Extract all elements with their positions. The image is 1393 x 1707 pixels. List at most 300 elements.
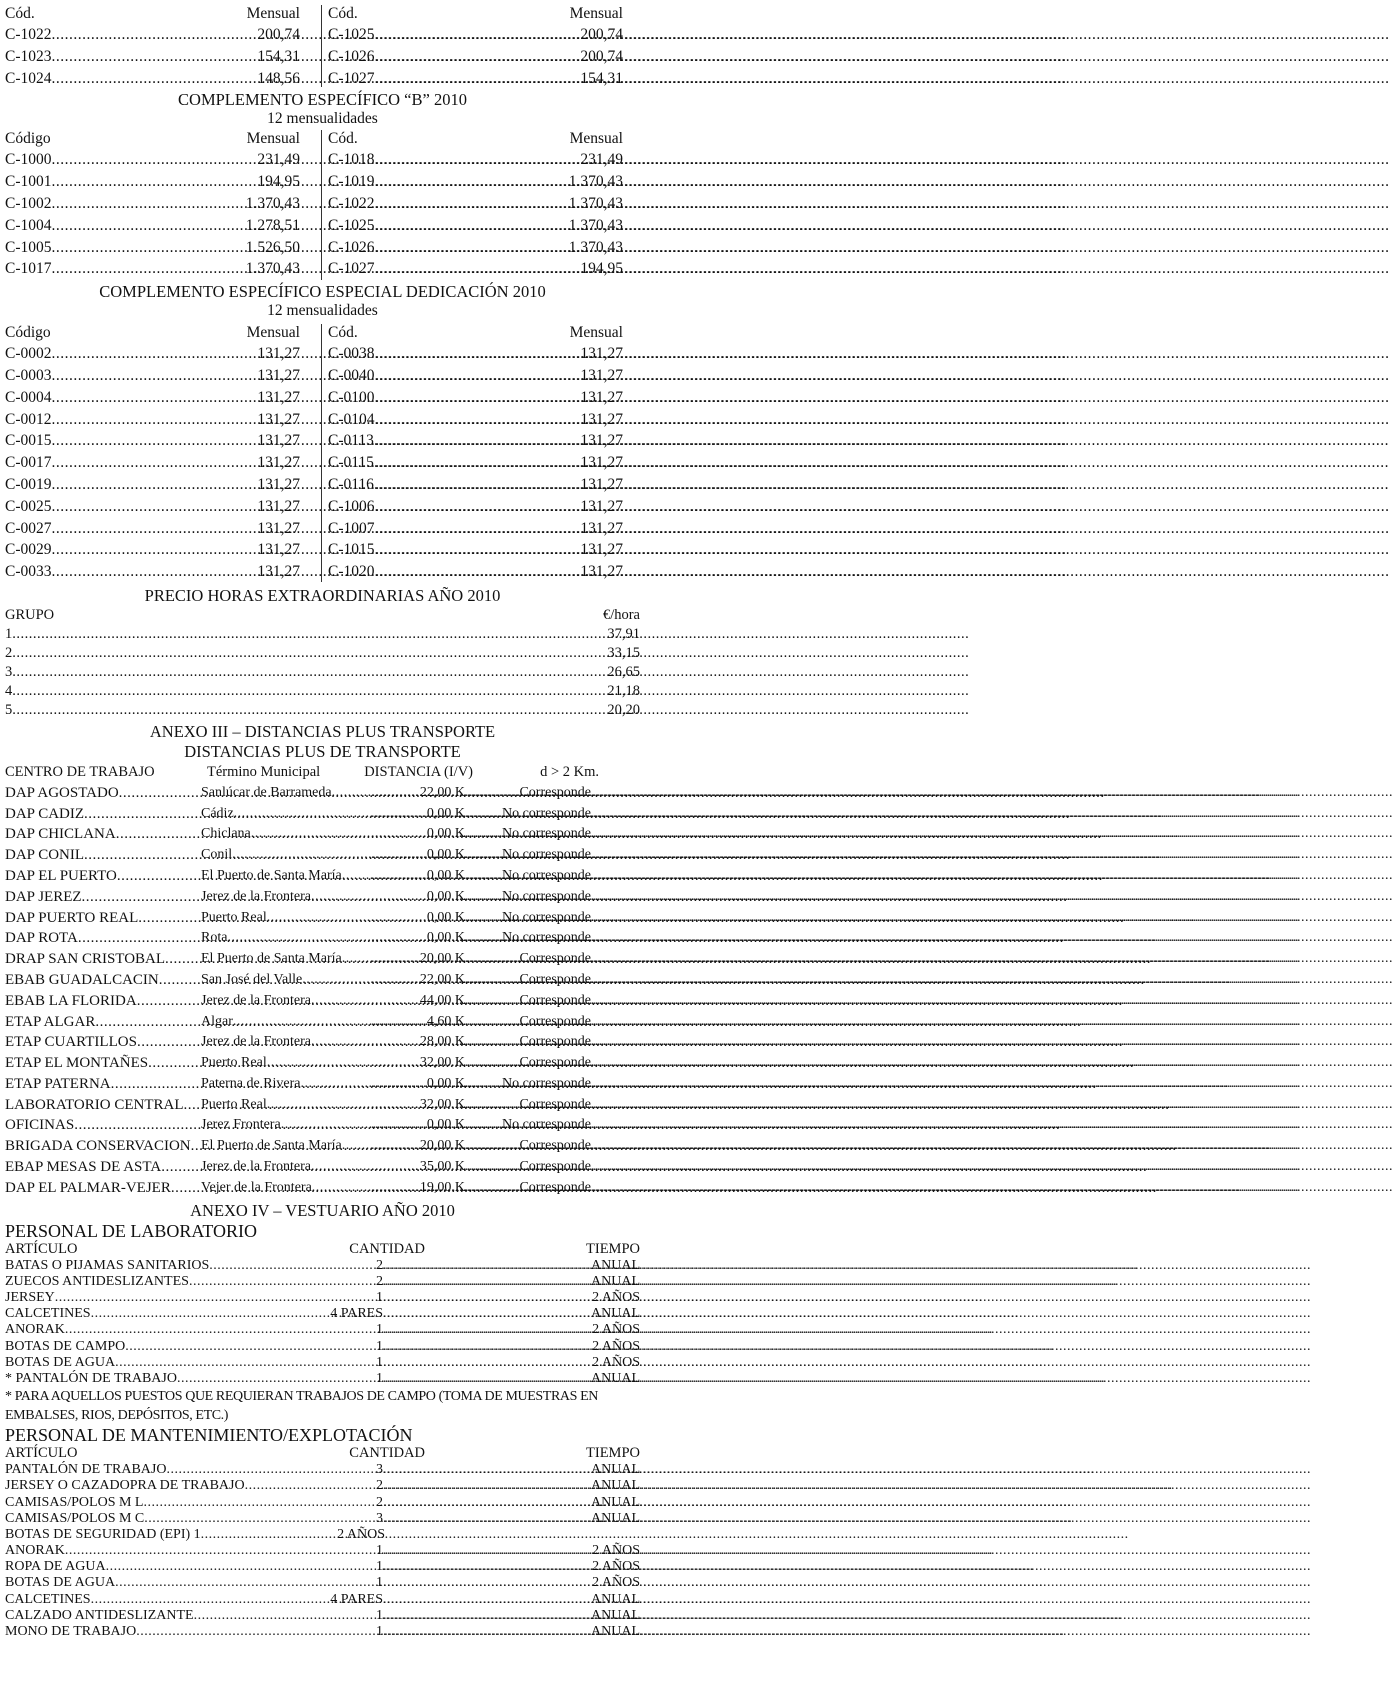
- period-cell: ANUAL: [591, 1370, 640, 1386]
- code-cell: C-1023: [5, 47, 52, 65]
- top-table-right: [314, 3, 623, 89]
- amount-cell: 131,27: [257, 345, 300, 363]
- item-cell: CAMISAS/POLOS M L: [5, 1494, 144, 1510]
- horas-extra-table: [5, 625, 640, 720]
- center-cell: ETAP EL MONTAÑES: [5, 1055, 149, 1072]
- quantity-cell: 2: [376, 1273, 383, 1289]
- section-subtitle: 12 mensualidades: [267, 110, 378, 128]
- price-cell: 37,91: [607, 625, 640, 642]
- code-cell: C-0113: [328, 432, 374, 450]
- amount-cell: 131,27: [580, 432, 623, 450]
- period-cell: ANUAL: [591, 1494, 640, 1510]
- municipality-cell: Jerez de la Frontera: [201, 1034, 311, 1050]
- amount-cell: 131,27: [257, 563, 300, 581]
- center-cell: DAP EL PUERTO: [5, 867, 117, 884]
- table-row: [5, 1511, 640, 1527]
- quantity-cell: 4 PARES: [330, 1591, 383, 1607]
- table-row: [5, 1053, 640, 1074]
- code-cell: C-1026: [328, 47, 375, 65]
- top-table-left: [5, 3, 314, 89]
- amount-cell: 154,31: [580, 69, 623, 87]
- distance-cell: 22,00 K: [419, 971, 465, 987]
- municipality-cell: Algar: [201, 1013, 233, 1029]
- table-row: [5, 1306, 640, 1322]
- distance-cell: 0,00 K: [426, 909, 465, 925]
- item-cell: MONO DE TRABAJO: [5, 1624, 137, 1640]
- item-cell: BOTAS DE AGUA: [5, 1575, 116, 1591]
- section-subtitle: DISTANCIAS PLUS DE TRANSPORTE: [184, 741, 461, 761]
- complemento-especial-table: [5, 322, 640, 583]
- table-row: [5, 1136, 640, 1157]
- clothing-header: [5, 1241, 640, 1258]
- quantity-cell: 3: [376, 1462, 383, 1478]
- amount-cell: 1.370,43: [568, 216, 623, 234]
- table-row: [5, 452, 300, 474]
- applies-cell: No corresponde: [501, 888, 591, 904]
- applies-cell: Corresponde: [519, 1034, 591, 1050]
- table-row: [328, 452, 623, 474]
- item-cell: ROPA DE AGUA: [5, 1559, 106, 1575]
- table-row: [328, 474, 623, 496]
- code-cell: C-0115: [328, 454, 374, 472]
- applies-cell: No corresponde: [501, 826, 591, 842]
- col-header: Mensual: [569, 324, 623, 342]
- price-cell: 21,18: [607, 682, 640, 699]
- col-header: TIEMPO: [586, 1445, 640, 1462]
- quantity-cell: 3: [376, 1510, 383, 1526]
- period-cell: ANUAL: [591, 1462, 640, 1478]
- col-header: CANTIDAD: [349, 1445, 425, 1462]
- table-row: [5, 46, 300, 68]
- code-cell: C-0027: [5, 519, 52, 537]
- table-row: [328, 387, 623, 409]
- code-cell: C-1024: [5, 69, 52, 87]
- distance-cell: 35,00 K: [419, 1159, 465, 1175]
- amount-cell: 131,27: [580, 497, 623, 515]
- quantity-cell: 1: [376, 1290, 383, 1306]
- col-header: Mensual: [246, 130, 300, 148]
- amount-cell: 131,27: [257, 410, 300, 428]
- period-cell: 2 AÑOS: [592, 1338, 640, 1354]
- code-cell: C-1025: [328, 26, 375, 43]
- table-row: [5, 1527, 385, 1543]
- amount-cell: 148,56: [257, 69, 300, 87]
- amount-cell: 1.370,43: [568, 194, 623, 212]
- table-row: [5, 644, 640, 663]
- code-cell: C-0029: [5, 541, 52, 559]
- table-row: [5, 1462, 640, 1478]
- footnote: * PARA AQUELLOS PUESTOS QUE REQUIERAN TRABAJOS DE CAMPO (TOMA DE MUESTRAS EN EMBALSES, RIOS, DEPÓSITOS, ETC.): [5, 1389, 598, 1424]
- quantity-cell: 1: [376, 1624, 383, 1640]
- table-row: [328, 68, 623, 90]
- municipality-cell: Puerto Real: [201, 1055, 267, 1071]
- center-cell: DAP CHICLANA: [5, 826, 116, 843]
- table-row: [5, 1290, 640, 1306]
- applies-cell: No corresponde: [501, 1117, 591, 1133]
- applies-cell: Corresponde: [519, 992, 591, 1008]
- table-row: [328, 365, 623, 387]
- amount-cell: 131,27: [580, 345, 623, 363]
- table-row: [5, 682, 640, 701]
- table-row: [5, 193, 300, 215]
- period-cell: 2 AÑOS: [592, 1290, 640, 1306]
- applies-cell: No corresponde: [501, 1075, 591, 1091]
- table-row: [5, 1559, 640, 1575]
- amount-cell: 131,27: [580, 541, 623, 559]
- table-row: [5, 474, 300, 496]
- municipality-cell: El Puerto de Santa María: [201, 951, 342, 967]
- distances-table: [5, 783, 640, 1199]
- quantity-cell: 2: [376, 1494, 383, 1510]
- table-row: [5, 928, 640, 949]
- applies-cell: Corresponde: [519, 971, 591, 987]
- municipality-cell: Jerez de la Frontera: [201, 1159, 311, 1175]
- table-row: [5, 1115, 640, 1136]
- item-cell: * PANTALÓN DE TRABAJO: [5, 1370, 177, 1386]
- table-row: [5, 237, 300, 259]
- code-cell: C-0100: [328, 388, 375, 406]
- section-title: ANEXO IV – VESTUARIO AÑO 2010: [190, 1200, 455, 1220]
- applies-cell: No corresponde: [501, 867, 591, 883]
- table-row: [5, 1624, 640, 1640]
- code-cell: C-0040: [328, 366, 375, 384]
- table-row: [5, 343, 300, 365]
- amount-cell: 131,27: [257, 366, 300, 384]
- table-row: [5, 1274, 640, 1290]
- mant-clothing-table-2: [5, 1543, 640, 1640]
- center-cell: DAP CADIZ: [5, 805, 85, 822]
- price-cell: 26,65: [607, 663, 640, 680]
- table-row: [5, 215, 300, 237]
- distance-cell: 32,00 K: [419, 1096, 465, 1112]
- period-cell: ANUAL: [591, 1478, 640, 1494]
- item-cell: ANORAK: [5, 1322, 65, 1338]
- subsection-title: PERSONAL DE MANTENIMIENTO/EXPLOTACIÓN: [5, 1425, 413, 1446]
- period-cell: ANUAL: [591, 1273, 640, 1289]
- table-row: [328, 171, 623, 193]
- document-page: [5, 0, 640, 1640]
- municipality-cell: El Puerto de Santa María: [201, 867, 342, 883]
- table-row: [5, 1478, 640, 1494]
- amount-cell: 200,74: [257, 26, 300, 43]
- code-cell: C-0003: [5, 366, 52, 384]
- table-row: [328, 496, 623, 518]
- applies-cell: No corresponde: [501, 805, 591, 821]
- code-cell: C-0004: [5, 388, 52, 406]
- amount-cell: 131,27: [580, 475, 623, 493]
- center-cell: ETAP PATERNA: [5, 1075, 111, 1092]
- code-cell: C-1020: [328, 563, 375, 581]
- table-row: [328, 258, 623, 280]
- amount-cell: 131,27: [580, 519, 623, 537]
- period-cell: ANUAL: [591, 1607, 640, 1623]
- complemento-b-table: [5, 128, 640, 280]
- center-cell: OFICINAS: [5, 1117, 75, 1134]
- distance-cell: 20,00 K: [419, 1138, 465, 1154]
- table-row: [5, 518, 300, 540]
- quantity-cell: 1: [376, 1575, 383, 1591]
- amount-cell: 1.278,51: [245, 216, 300, 234]
- center-cell: DAP EL PALMAR-VEJER: [5, 1179, 171, 1196]
- col-header: DISTANCIA (I/V): [364, 763, 473, 780]
- table-row: [5, 539, 300, 561]
- table-row: [5, 171, 300, 193]
- code-cell: C-1026: [328, 238, 375, 256]
- group-cell: 4: [5, 682, 13, 699]
- amount-cell: 131,27: [257, 519, 300, 537]
- table-row: [5, 258, 300, 280]
- group-cell: 3: [5, 663, 13, 680]
- table-row: [5, 24, 300, 46]
- code-cell: C-1007: [328, 519, 375, 537]
- municipality-cell: Chiclana: [201, 826, 251, 842]
- distance-cell: 4,60 K: [426, 1013, 465, 1029]
- item-cell: BOTAS DE AGUA: [5, 1354, 116, 1370]
- center-cell: LABORATORIO CENTRAL: [5, 1096, 184, 1113]
- table-row: [328, 193, 623, 215]
- table-row: [5, 1575, 640, 1591]
- distance-cell: 28,00 K: [419, 1034, 465, 1050]
- municipality-cell: Rota: [201, 930, 228, 946]
- distance-cell: 0,00 K: [426, 1117, 465, 1133]
- amount-cell: 1.370,43: [568, 238, 623, 256]
- col-header: CANTIDAD: [349, 1240, 425, 1257]
- section-title: COMPLEMENTO ESPECÍFICO ESPECIAL DEDICACIÓN 2010: [99, 282, 546, 302]
- table-row: [5, 1608, 640, 1624]
- table-row: [328, 215, 623, 237]
- amount-cell: 131,27: [580, 366, 623, 384]
- table-row: [5, 561, 300, 583]
- code-cell: C-1002: [5, 194, 52, 212]
- col-header: Código: [5, 324, 51, 342]
- table-row: [5, 949, 640, 970]
- code-cell: C-1018: [328, 151, 375, 169]
- amount-cell: 1.370,43: [245, 194, 300, 212]
- center-cell: DAP PUERTO REAL: [5, 909, 139, 926]
- lab-clothing-table: [5, 1258, 640, 1388]
- table-row: [5, 1355, 640, 1371]
- center-cell: ETAP ALGAR: [5, 1013, 96, 1030]
- table-row: [5, 701, 640, 720]
- table-row: [5, 149, 300, 171]
- item-cell: CALZADO ANTIDESLIZANTE: [5, 1607, 194, 1623]
- col-header: CENTRO DE TRABAJO: [5, 763, 155, 780]
- code-cell: C-0015: [5, 432, 52, 450]
- table-row: [5, 1157, 640, 1178]
- municipality-cell: Sanlúcar de Barrameda: [201, 784, 332, 800]
- code-cell: C-1005: [5, 238, 52, 256]
- table-row: [5, 970, 640, 991]
- col-header: TIEMPO: [586, 1240, 640, 1257]
- municipality-cell: Paterna de Rivera: [201, 1075, 301, 1091]
- price-cell: 33,15: [607, 644, 640, 661]
- table-row: [5, 1178, 640, 1199]
- municipality-cell: Jerez de la Frontera: [201, 992, 311, 1008]
- item-cell: JERSEY: [5, 1290, 55, 1306]
- amount-cell: 194,95: [580, 260, 623, 278]
- center-cell: ETAP CUARTILLOS: [5, 1034, 137, 1051]
- quantity-cell: 1: [376, 1338, 383, 1354]
- item-label: BOTAS DE SEGURIDAD (EPI) 1: [5, 1526, 201, 1542]
- col-header: GRUPO: [5, 606, 55, 623]
- distance-cell: 0,00 K: [426, 867, 465, 883]
- section-title: PRECIO HORAS EXTRAORDINARIAS AÑO 2010: [144, 585, 501, 605]
- table-row: [5, 866, 640, 887]
- center-cell: DAP JEREZ: [5, 888, 82, 905]
- center-cell: EBAB GUADALCACIN: [5, 971, 159, 988]
- quantity-cell: 1: [376, 1559, 383, 1575]
- table-row: [328, 46, 623, 68]
- amount-cell: 154,31: [257, 47, 300, 65]
- table-row: [5, 496, 300, 518]
- code-cell: C-1000: [5, 151, 52, 169]
- distances-header: [5, 762, 640, 783]
- col-header: Cód.: [328, 324, 358, 342]
- municipality-cell: El Puerto de Santa María: [201, 1138, 342, 1154]
- amount-cell: 200,74: [580, 47, 623, 65]
- item-cell: CALCETINES: [5, 1306, 91, 1322]
- code-cell: C-0019: [5, 475, 52, 493]
- amount-cell: 131,27: [257, 497, 300, 515]
- item-cell: BOTAS DE CAMPO: [5, 1338, 126, 1354]
- amount-cell: 1.370,43: [568, 173, 623, 191]
- table-row: [5, 1339, 640, 1355]
- table-row: [328, 539, 623, 561]
- amount-cell: 131,27: [257, 388, 300, 406]
- amount-cell: 131,27: [580, 410, 623, 428]
- code-cell: C-0033: [5, 563, 52, 581]
- period-cell: ANUAL: [591, 1510, 640, 1526]
- table-row: [5, 908, 640, 929]
- item-cell: JERSEY O CAZADOPRA DE TRABAJO: [5, 1478, 245, 1494]
- code-cell: C-1022: [5, 26, 52, 43]
- applies-cell: Corresponde: [519, 1013, 591, 1029]
- distance-cell: 0,00 K: [426, 826, 465, 842]
- period-cell: ANUAL: [591, 1257, 640, 1273]
- amount-cell: 194,95: [257, 173, 300, 191]
- code-cell: C-1017: [5, 260, 52, 278]
- applies-cell: Corresponde: [519, 1179, 591, 1195]
- group-cell: 1: [5, 625, 13, 642]
- table-row: [5, 1495, 640, 1511]
- quantity-cell: 1: [376, 1322, 383, 1338]
- table-row: [328, 430, 623, 452]
- distance-cell: 19,00 K: [419, 1179, 465, 1195]
- item-cell: ZUECOS ANTIDESLIZANTES: [5, 1273, 189, 1289]
- col-header: Cód.: [328, 130, 358, 148]
- municipality-cell: San José del Valle: [201, 971, 303, 987]
- center-cell: DAP CONIL: [5, 847, 85, 864]
- table-row: [328, 24, 623, 46]
- amount-cell: 231,49: [580, 151, 623, 169]
- code-cell: C-1025: [328, 216, 375, 234]
- table-row: [5, 663, 640, 682]
- table-row: [328, 237, 623, 259]
- center-cell: DAP ROTA: [5, 930, 78, 947]
- applies-cell: Corresponde: [519, 1096, 591, 1112]
- center-cell: DAP AGOSTADO: [5, 784, 119, 801]
- quantity-cell: 1: [376, 1607, 383, 1623]
- quantity-cell: 2: [376, 1478, 383, 1494]
- distance-cell: 0,00 K: [426, 888, 465, 904]
- period-cell: ANUAL: [591, 1591, 640, 1607]
- table-row: [328, 149, 623, 171]
- center-cell: DRAP SAN CRISTOBAL: [5, 951, 166, 968]
- distance-cell: 0,00 K: [426, 1075, 465, 1091]
- col-header: Mensual: [569, 5, 623, 22]
- code-cell: C-0025: [5, 497, 52, 515]
- period-cell: 2 AÑOS: [592, 1575, 640, 1591]
- period-cell: 2 AÑOS: [592, 1354, 640, 1370]
- item-cell: ANORAK: [5, 1543, 65, 1559]
- col-header: Código: [5, 130, 51, 148]
- table-row: [5, 1074, 640, 1095]
- table-row: [5, 625, 640, 644]
- col-header: ARTÍCULO: [5, 1240, 78, 1257]
- code-cell: C-1027: [328, 260, 375, 278]
- applies-cell: Corresponde: [519, 1159, 591, 1175]
- distance-cell: 20,00 K: [419, 951, 465, 967]
- item-value: 2 AÑOS: [337, 1526, 385, 1542]
- table-row: [5, 1095, 640, 1116]
- amount-cell: 1.526,50: [245, 238, 300, 256]
- applies-cell: Corresponde: [519, 1138, 591, 1154]
- col-header: €/hora: [602, 606, 640, 623]
- table-row: [5, 1258, 640, 1274]
- table-row: [328, 561, 623, 583]
- applies-cell: No corresponde: [501, 930, 591, 946]
- table-row: [5, 1543, 640, 1559]
- code-cell: C-1019: [328, 173, 375, 191]
- code-cell: C-0116: [328, 475, 374, 493]
- distance-cell: 0,00 K: [426, 847, 465, 863]
- top-table: [5, 3, 640, 89]
- code-cell: C-1027: [328, 69, 375, 87]
- table-row: [5, 430, 300, 452]
- table-row: [5, 887, 640, 908]
- amount-cell: 200,74: [580, 26, 623, 43]
- period-cell: ANUAL: [591, 1624, 640, 1640]
- table-row: [5, 409, 300, 431]
- section-subtitle: 12 mensualidades: [267, 302, 378, 320]
- distance-cell: 32,00 K: [419, 1055, 465, 1071]
- item-cell: BATAS O PIJAMAS SANITARIOS: [5, 1257, 210, 1273]
- code-cell: C-0002: [5, 345, 52, 363]
- group-cell: 2: [5, 644, 13, 661]
- code-cell: C-0104: [328, 410, 375, 428]
- table-row: [5, 783, 640, 804]
- quantity-cell: 1: [376, 1370, 383, 1386]
- subsection-title: PERSONAL DE LABORATORIO: [5, 1220, 258, 1241]
- amount-cell: 231,49: [257, 151, 300, 169]
- period-cell: 2 AÑOS: [592, 1322, 640, 1338]
- table-row: [5, 991, 640, 1012]
- col-header: d > 2 Km.: [540, 763, 599, 780]
- amount-cell: 131,27: [580, 388, 623, 406]
- code-cell: C-0017: [5, 454, 52, 472]
- table-row: [5, 1592, 640, 1608]
- amount-cell: 131,27: [257, 475, 300, 493]
- municipality-cell: Vejer de la Frontera: [201, 1179, 312, 1195]
- code-cell: C-1004: [5, 216, 52, 234]
- table-row: [5, 365, 300, 387]
- table-row: [328, 409, 623, 431]
- applies-cell: No corresponde: [501, 847, 591, 863]
- table-row: [5, 1371, 640, 1387]
- amount-cell: 131,27: [580, 454, 623, 472]
- distance-cell: 0,00 K: [426, 805, 465, 821]
- amount-cell: 131,27: [257, 454, 300, 472]
